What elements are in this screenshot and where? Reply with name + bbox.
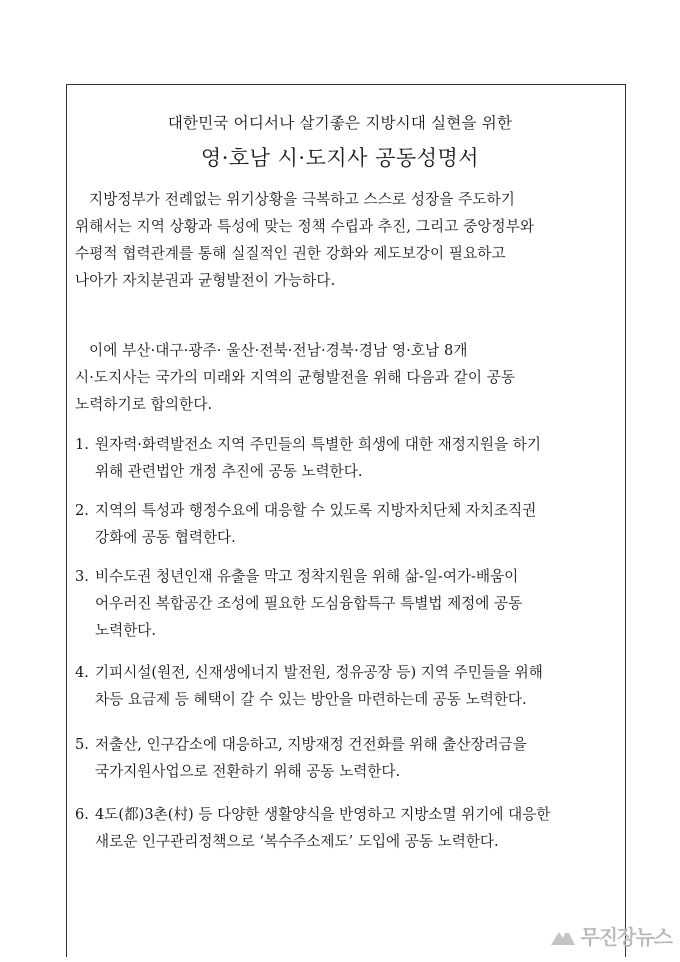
item-line: 새로운 인구관리정책으로 ‘복수주소제도’ 도입에 공동 노력한다. bbox=[95, 833, 499, 850]
item-number: 1. bbox=[75, 436, 89, 453]
agreement-item-5 bbox=[75, 731, 615, 785]
paragraph-line: 시·도지사는 국가의 미래와 지역의 균형발전을 위해 다음과 같이 공동 bbox=[75, 369, 516, 386]
item-number: 5. bbox=[75, 736, 89, 753]
item-line: 노력한다. bbox=[95, 622, 157, 639]
item-line: 지역의 특성과 행정수요에 대응할 수 있도록 지방자치단체 자치조직권 bbox=[95, 502, 537, 519]
paragraph-line: 나아가 자치분권과 균형발전이 가능하다. bbox=[75, 272, 336, 289]
item-line: 차등 요금제 등 혜택이 갈 수 있는 방안을 마련하는데 공동 노력한다. bbox=[95, 691, 527, 708]
item-line: 국가지원사업으로 전환하기 위해 공동 노력한다. bbox=[95, 763, 401, 780]
paragraph-line: 수평적 협력관계를 통해 실질적인 권한 강화와 제도보강이 필요하고 bbox=[75, 245, 506, 262]
agreement-paragraph bbox=[75, 337, 611, 418]
item-number: 6. bbox=[75, 806, 89, 823]
agreement-item-2 bbox=[75, 497, 615, 551]
item-line: 비수도권 청년인재 유출을 막고 정착지원을 위해 삶-일-여가-배움이 bbox=[95, 568, 519, 585]
document-subtitle: 대한민국 어디서나 살기좋은 지방시대 실현을 위한 bbox=[167, 114, 513, 132]
item-line: 강화에 공동 협력한다. bbox=[95, 529, 236, 546]
document-title: 영·호남 시·도지사 공동성명서 bbox=[200, 146, 480, 170]
item-line: 원자력·화력발전소 지역 주민들의 특별한 희생에 대한 재정지원을 하기 bbox=[95, 436, 541, 453]
agreement-item-3 bbox=[75, 563, 615, 644]
item-number: 2. bbox=[75, 502, 89, 519]
item-line: 어우러진 복합공간 조성에 필요한 도심융합특구 특별법 제정에 공동 bbox=[95, 595, 523, 612]
agreement-item-4 bbox=[75, 659, 615, 713]
item-number: 3. bbox=[75, 568, 89, 585]
intro-paragraph bbox=[75, 186, 611, 294]
agreement-item-1 bbox=[75, 431, 615, 485]
item-line: 4도(都)3촌(村) 등 다양한 생활양식을 반영하고 지방소멸 위기에 대응한 bbox=[95, 806, 551, 823]
item-number: 4. bbox=[75, 664, 89, 681]
paragraph-line: 이에 부산·대구·광주· 울산·전북·전남·경북·경남 영·호남 8개 bbox=[89, 342, 468, 359]
paragraph-line: 노력하기로 합의한다. bbox=[75, 396, 213, 413]
item-line: 기피시설(원전, 신재생에너지 발전원, 정유공장 등) 지역 주민들을 위해 bbox=[95, 664, 543, 681]
mountain-logo-icon bbox=[550, 925, 576, 947]
paragraph-line: 위해서는 지역 상황과 특성에 맞는 정책 수립과 추진, 그리고 중앙정부와 bbox=[75, 218, 535, 235]
watermark-text: 무진장뉴스 bbox=[580, 925, 672, 949]
paragraph-line: 지방정부가 전례없는 위기상황을 극복하고 스스로 성장을 주도하기 bbox=[89, 191, 515, 208]
watermark bbox=[550, 921, 672, 950]
item-line: 위해 관련법안 개정 추진에 공동 노력한다. bbox=[95, 463, 363, 480]
agreement-item-6 bbox=[75, 801, 615, 855]
item-line: 저출산, 인구감소에 대응하고, 지방재정 건전화를 위해 출산장려금을 bbox=[95, 736, 527, 753]
